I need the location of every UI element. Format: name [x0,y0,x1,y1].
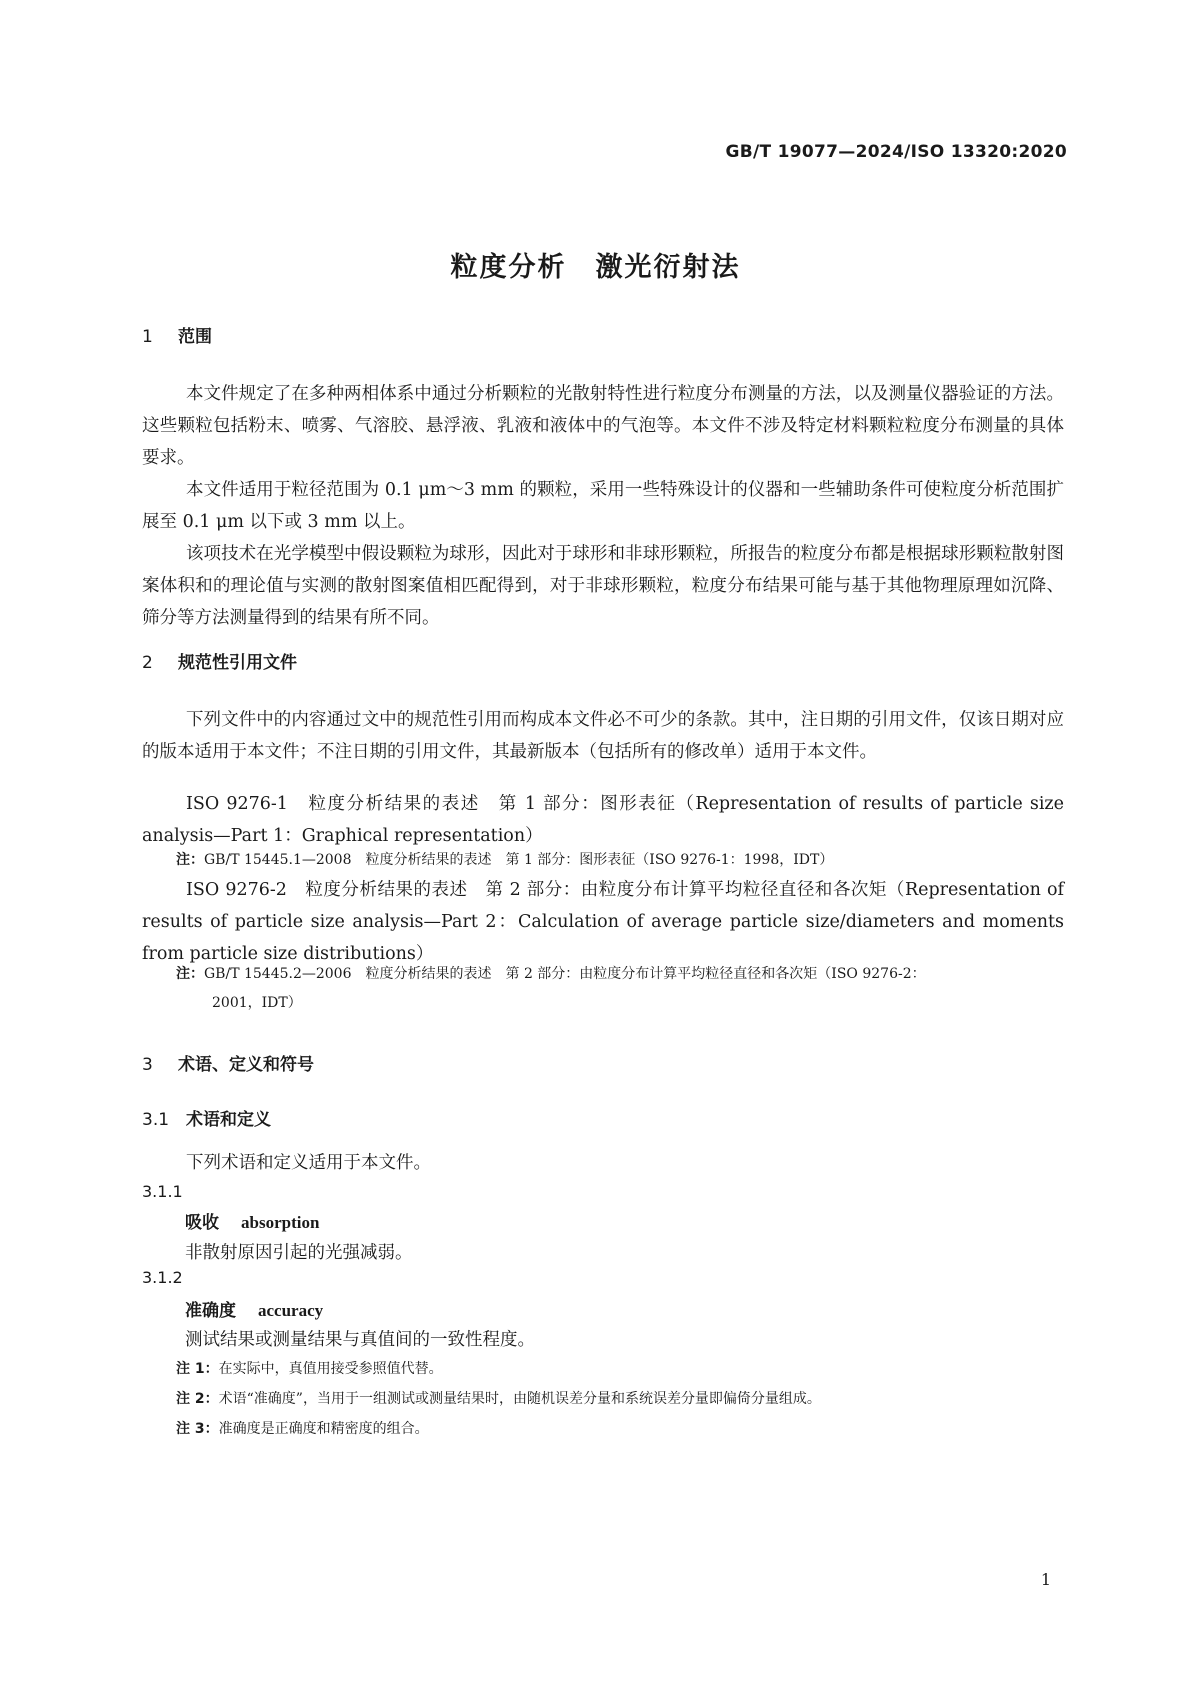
note-text: 在实际中，真值用接受参照值代替。 [218,1361,443,1377]
section-number: 1 [142,327,153,347]
term-note-1 [176,1355,1064,1384]
term-en: absorption [241,1213,320,1232]
reference-iso-9276-2: ISO 9276-2 粒度分析结果的表述 第 2 部分：由粒度分布计算平均粒径直径和各次矩（Representation of results of particle size analysis—Part 2：Calculation of average particle size/diameters and moments from particle size distributions） [142,880,1064,964]
section-title: 规范性引用文件 [178,653,297,673]
section-2-heading [142,648,297,673]
normative-refs-intro: 下列文件中的内容通过文中的规范性引用而构成本文件必不可少的条款。其中，注日期的引用文件，仅该日期对应的版本适用于本文件；不注日期的引用文件，其最新版本（包括所有的修改单）适用于本文件。 [142,710,1064,762]
section-number: 2 [142,653,153,673]
term-definition: 非散射原因引起的光强减弱。 [185,1243,413,1263]
standard-number-header: GB/T 19077—2024/ISO 13320:2020 [725,142,1067,162]
note-label: 注 2： [176,1391,219,1407]
note-label: 注： [176,966,204,982]
scope-paragraph-3: 该项技术在光学模型中假设颗粒为球形，因此对于球形和非球形颗粒，所报告的粒度分布都是根据球形颗粒散射图案体积和的理论值与实测的散射图案值相匹配得到，对于非球形颗粒，粒度分布结果可能与基于其他物理原理如沉降、筛分等方法测量得到的结果有所不同。 [142,544,1064,628]
subsection-number: 3.1 [142,1110,170,1130]
section-3-heading [142,1050,314,1075]
term-note-3 [176,1415,1064,1444]
subsection-title: 术语和定义 [186,1110,271,1130]
section-title: 范围 [178,327,212,347]
note-text-continued: 2001，IDT） [212,995,302,1011]
term-zh: 准确度 [185,1301,236,1321]
term-number: 3.1.2 [142,1268,183,1287]
note-text: 术语“准确度”，当用于一组测试或测量结果时，由随机误差分量和系统误差分量即偏倚分量组成。 [218,1391,821,1407]
term-zh: 吸收 [185,1213,219,1233]
term-accuracy [185,1296,323,1321]
document-title: 粒度分析 激光衍射法 [450,252,741,283]
term-number: 3.1.1 [142,1182,183,1201]
section-number: 3 [142,1055,153,1075]
reference-iso-9276-1: ISO 9276-1 粒度分析结果的表述 第 1 部分：图形表征（Representation of results of particle size analysis—Part 1：Graphical representation） [142,794,1064,846]
term-definition: 测试结果或测量结果与真值间的一致性程度。 [185,1330,535,1350]
term-note-2 [176,1385,1064,1414]
reference-note-2 [176,960,1064,1018]
term-en: accuracy [258,1301,324,1320]
page-number: 1 [1040,1570,1051,1589]
note-label: 注 1： [176,1361,219,1377]
scope-paragraph-1: 本文件规定了在多种两相体系中通过分析颗粒的光散射特性进行粒度分布测量的方法，以及测量仪器验证的方法。这些颗粒包括粉末、喷雾、气溶胶、悬浮液、乳液和液体中的气泡等。本文件不涉及特定材料颗粒粒度分布测量的具体要求。 [142,384,1064,468]
scope-paragraph-2: 本文件适用于粒径范围为 0.1 μm～3 mm 的颗粒，采用一些特殊设计的仪器和一些辅助条件可使粒度分析范围扩展至 0.1 μm 以下或 3 mm 以上。 [142,480,1064,532]
note-label: 注 3： [176,1421,219,1437]
terms-intro: 下列术语和定义适用于本文件。 [186,1153,431,1173]
subsection-3-1-heading [142,1105,271,1130]
section-1-heading [142,322,212,347]
note-text: 准确度是正确度和精密度的组合。 [218,1421,429,1437]
note-text: GB/T 15445.1—2008 粒度分析结果的表述 第 1 部分：图形表征（ISO 9276-1：1998，IDT） [204,852,834,868]
note-text: GB/T 15445.2—2006 粒度分析结果的表述 第 2 部分：由粒度分布计算平均粒径直径和各次矩（ISO 9276-2： [204,966,926,982]
reference-note-1 [176,846,1064,875]
term-absorption [185,1208,319,1233]
section-title: 术语、定义和符号 [178,1055,314,1075]
note-label: 注： [176,852,204,868]
